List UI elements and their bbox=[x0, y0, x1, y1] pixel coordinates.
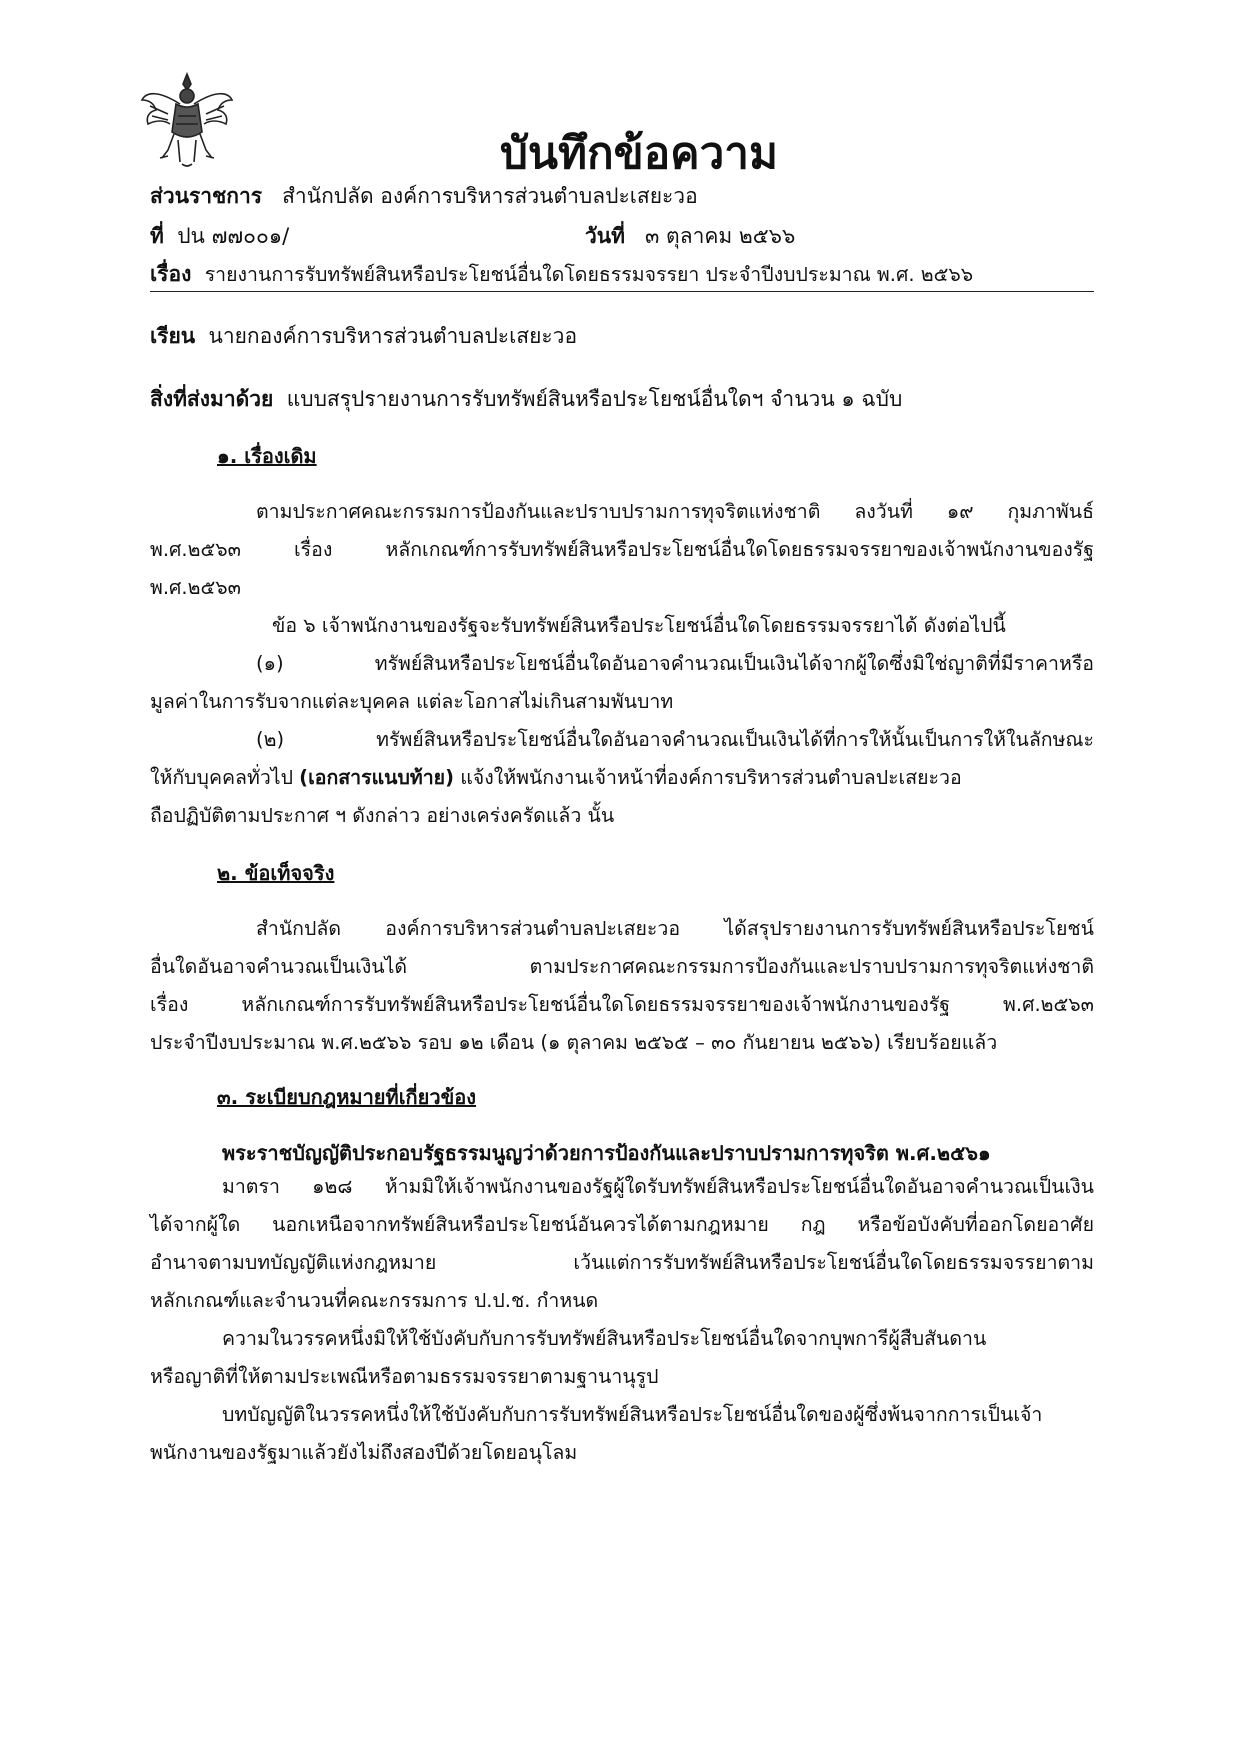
subject-row bbox=[150, 258, 973, 291]
garuda-emblem-icon bbox=[138, 70, 236, 170]
section3-line: มาตรา ๑๒๘ ห้ามมิให้เจ้าพนักงานของรัฐผู้ใดรับทรัพย์สินหรือประโยชน์อื่นใดอันอาจคำนวณเป็นเงิน bbox=[222, 1175, 1094, 1198]
section2-line: ประจำปีงบประมาณ พ.ศ.๒๕๖๖ รอบ ๑๒ เดือน (๑ ตุลาคม ๒๕๖๕ – ๓๐ กันยายน ๒๕๖๖) เรียบร้อยแล้ว bbox=[150, 1031, 998, 1054]
ref-row bbox=[150, 220, 289, 253]
section1-line: ถือปฏิบัติตามประกาศ ฯ ดังกล่าว อย่างเคร่งครัดแล้ว นั้น bbox=[150, 804, 615, 827]
section1-line: พ.ศ.๒๕๖๓ bbox=[150, 576, 241, 599]
section3-line: พนักงานของรัฐมาแล้วยังไม่ถึงสองปีด้วยโดยอนุโลม bbox=[150, 1441, 578, 1464]
section2-line: สำนักปลัด องค์การบริหารส่วนตำบลปะเสยะวอ ได้สรุปรายงานการรับทรัพย์สินหรือประโยชน์ bbox=[256, 917, 1094, 940]
section1-line: (๒) ทรัพย์สินหรือประโยชน์อื่นใดอันอาจคำนวณเป็นเงินได้ที่การให้นั้นเป็นการให้ในลักษณะ bbox=[256, 728, 1094, 751]
section3-line: อำนาจตามบทบัญญัติแห่งกฎหมาย เว้นแต่การรับทรัพย์สินหรือประโยชน์อื่นใดโดยธรรมจรรยาตาม bbox=[150, 1251, 1094, 1274]
date-label: วันที่ bbox=[585, 224, 625, 248]
section3-line: บทบัญญัติในวรรคหนึ่งให้ใช้บังคับกับการรับทรัพย์สินหรือประโยชน์อื่นใดของผู้ซึ่งพ้นจากการเป็นเจ้า bbox=[222, 1403, 1043, 1426]
section2-heading: ๒. ข้อเท็จจริง bbox=[217, 861, 335, 885]
section1-line: มูลค่าในการรับจากแต่ละบุคคล แต่ละโอกาสไม่เกินสามพันบาท bbox=[150, 690, 674, 713]
section3-line: ได้จากผู้ใด นอกเหนือจากทรัพย์สินหรือประโยชน์อันควรได้ตามกฎหมาย กฎ หรือข้อบังคับที่ออกโดยอาศัย bbox=[150, 1213, 1094, 1236]
section3-heading: ๓. ระเบียบกฎหมายที่เกี่ยวข้อง bbox=[217, 1085, 477, 1109]
section1-line: ตามประกาศคณะกรรมการป้องกันและปราบปรามการทุจริตแห่งชาติ ลงวันที่ ๑๙ กุมภาพันธ์ bbox=[256, 500, 1094, 523]
agency-label: ส่วนราชการ bbox=[150, 184, 263, 208]
salutation-value: นายกองค์การบริหารส่วนตำบลปะเสยะวอ bbox=[208, 324, 578, 348]
agency-value: สำนักปลัด องค์การบริหารส่วนตำบลปะเสยะวอ bbox=[282, 184, 698, 208]
section1-line-mixed bbox=[150, 762, 1094, 793]
date-row bbox=[585, 220, 795, 253]
section1-heading: ๑. เรื่องเดิม bbox=[217, 444, 317, 468]
enclosure-row bbox=[150, 383, 902, 416]
section2-line: เรื่อง หลักเกณฑ์การรับทรัพย์สินหรือประโยชน์อื่นใดโดยธรรมจรรยาของเจ้าพนักงานของรัฐ พ.ศ.๒๕๖๓ bbox=[150, 993, 1094, 1016]
section3-line: หรือญาติที่ให้ตามประเพณีหรือตามธรรมจรรยาตามฐานานุรูป bbox=[150, 1365, 659, 1388]
subject-label: เรื่อง bbox=[150, 262, 192, 286]
header-divider bbox=[150, 291, 1094, 292]
memo-title: บันทึกข้อความ bbox=[500, 128, 779, 179]
act-title: พระราชบัญญัติประกอบรัฐธรรมนูญว่าด้วยการป้องกันและปราบปรามการทุจริต พ.ศ.๒๕๖๑ bbox=[222, 1141, 991, 1165]
ref-value: ปน ๗๗๐๐๑/ bbox=[177, 224, 290, 248]
enclosure-label: สิ่งที่ส่งมาด้วย bbox=[150, 387, 274, 411]
section1-line: ข้อ ๖ เจ้าพนักงานของรัฐจะรับทรัพย์สินหรือประโยชน์อื่นใดโดยธรรมจรรยาได้ ดังต่อไปนี้ bbox=[272, 614, 1006, 637]
subject-value: รายงานการรับทรัพย์สินหรือประโยชน์อื่นใดโดยธรรมจรรยา ประจำปีงบประมาณ พ.ศ. ๒๕๖๖ bbox=[204, 263, 974, 286]
section3-line: ความในวรรคหนึ่งมิให้ใช้บังคับกับการรับทรัพย์สินหรือประโยชน์อื่นใดจากบุพการีผู้สืบสันดาน bbox=[222, 1327, 987, 1350]
ref-label: ที่ bbox=[150, 224, 164, 248]
section1-line: พ.ศ.๒๕๖๓ เรื่อง หลักเกณฑ์การรับทรัพย์สินหรือประโยชน์อื่นใดโดยธรรมจรรยาของเจ้าพนักงานของรัฐ bbox=[150, 538, 1094, 561]
agency-row bbox=[150, 180, 698, 213]
salutation-label: เรียน bbox=[150, 324, 196, 348]
attachment-note: (เอกสารแนบท้าย) bbox=[299, 766, 455, 789]
section3-line: หลักเกณฑ์และจำนวนที่คณะกรรมการ ป.ป.ช. กำหนด bbox=[150, 1289, 599, 1312]
section2-line: อื่นใดอันอาจคำนวณเป็นเงินได้ ตามประกาศคณะกรรมการป้องกันและปราบปรามการทุจริตแห่งชาติ bbox=[150, 955, 1094, 978]
section1-line: (๑) ทรัพย์สินหรือประโยชน์อื่นใดอันอาจคำนวณเป็นเงินได้จากผู้ใดซึ่งมิใช่ญาติที่มีราคาหรือ bbox=[256, 652, 1094, 675]
date-value: ๓ ตุลาคม ๒๕๖๖ bbox=[645, 224, 796, 248]
section1-line-part: ให้กับบุคคลทั่วไป bbox=[150, 766, 293, 789]
section1-line-part: แจ้งให้พนักงานเจ้าหน้าที่องค์การบริหารส่วนตำบลปะเสยะวอ bbox=[460, 766, 962, 789]
salutation-row bbox=[150, 320, 577, 353]
enclosure-value: แบบสรุปรายงานการรับทรัพย์สินหรือประโยชน์อื่นใดฯ จำนวน ๑ ฉบับ bbox=[286, 387, 903, 411]
